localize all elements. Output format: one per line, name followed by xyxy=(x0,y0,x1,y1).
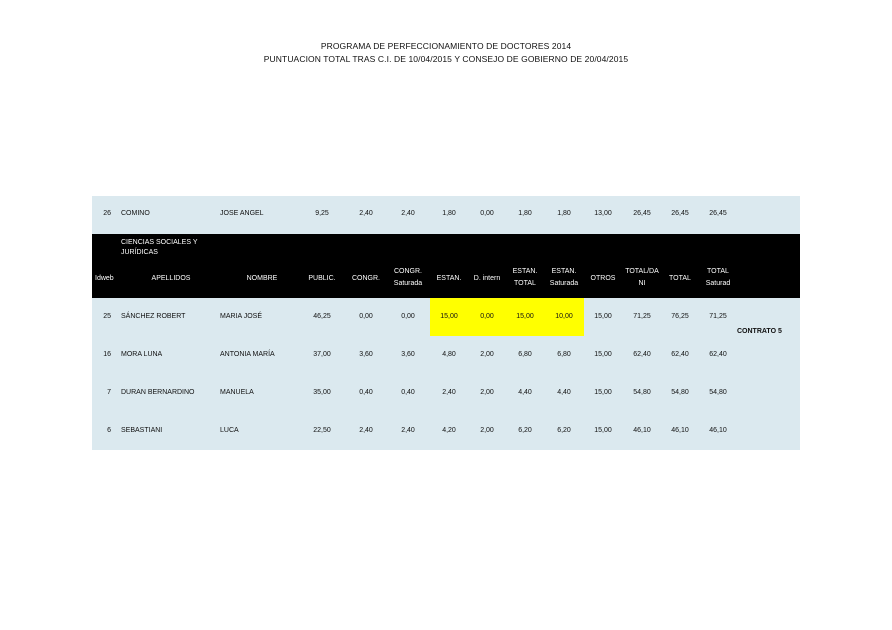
cell-total: 62,40 xyxy=(671,351,689,358)
table-row-top xyxy=(92,196,800,234)
cell-apellidos: COMINO xyxy=(121,210,150,217)
cell-total-dani: 26,45 xyxy=(633,210,651,217)
col-header-total-saturada-1: TOTAL xyxy=(707,268,729,275)
cell-congr-saturada: 0,40 xyxy=(401,389,415,396)
col-header-nombre: NOMBRE xyxy=(246,275,278,282)
cell-apellidos: SÁNCHEZ ROBERT xyxy=(121,313,186,320)
cell-congr: 2,40 xyxy=(359,210,373,217)
cell-estan: 15,00 xyxy=(440,313,458,320)
table-row xyxy=(92,336,800,374)
col-header-congr-saturada-2: Saturada xyxy=(393,280,423,287)
cell-estan-saturada: 6,80 xyxy=(557,351,571,358)
col-header-total-dani-1: TOTAL/DA xyxy=(625,268,659,275)
cell-congr: 0,00 xyxy=(359,313,373,320)
cell-total-dani: 62,40 xyxy=(633,351,651,358)
cell-congr-saturada: 2,40 xyxy=(401,427,415,434)
cell-congr-saturada: 2,40 xyxy=(401,210,415,217)
col-header-estan: ESTAN. xyxy=(436,275,462,282)
cell-congr-saturada: 3,60 xyxy=(401,351,415,358)
section-name-line1: CIENCIAS SOCIALES Y xyxy=(121,239,198,246)
cell-estan-total: 4,40 xyxy=(518,389,532,396)
col-header-apellidos: APELLIDOS xyxy=(151,275,191,282)
col-header-congr-saturada-1: CONGR. xyxy=(394,268,422,275)
cell-total: 26,45 xyxy=(671,210,689,217)
row-note: CONTRATO 5 xyxy=(737,328,782,335)
cell-public: 37,00 xyxy=(313,351,331,358)
cell-estan-total: 6,20 xyxy=(518,427,532,434)
cell-otros: 13,00 xyxy=(594,210,612,217)
cell-idweb: 26 xyxy=(103,210,111,217)
cell-otros: 15,00 xyxy=(594,389,612,396)
cell-total-saturada: 26,45 xyxy=(709,210,727,217)
cell-total-dani: 46,10 xyxy=(633,427,651,434)
col-header-congr: CONGR. xyxy=(352,275,380,282)
cell-idweb: 25 xyxy=(103,313,111,320)
cell-public: 9,25 xyxy=(315,210,329,217)
cell-total-saturada: 62,40 xyxy=(709,351,727,358)
cell-nombre: MANUELA xyxy=(220,389,254,396)
col-header-d-intern: D. intern xyxy=(473,275,501,282)
cell-estan-total: 15,00 xyxy=(516,313,534,320)
cell-estan-saturada: 6,20 xyxy=(557,427,571,434)
cell-d-intern: 0,00 xyxy=(480,313,494,320)
col-header-idweb: Idweb xyxy=(95,275,114,282)
cell-apellidos: MORA LUNA xyxy=(121,351,163,358)
table-row xyxy=(92,412,800,450)
cell-apellidos: DURAN BERNARDINO xyxy=(121,389,195,396)
cell-congr-saturada: 0,00 xyxy=(401,313,415,320)
scores-table xyxy=(92,196,800,450)
col-header-estan-total-2: TOTAL xyxy=(514,280,536,287)
cell-d-intern: 0,00 xyxy=(480,210,494,217)
cell-total-saturada: 54,80 xyxy=(709,389,727,396)
cell-estan-saturada: 4,40 xyxy=(557,389,571,396)
cell-idweb: 16 xyxy=(103,351,111,358)
cell-congr: 3,60 xyxy=(359,351,373,358)
cell-total: 54,80 xyxy=(671,389,689,396)
cell-d-intern: 2,00 xyxy=(480,427,494,434)
col-header-total: TOTAL xyxy=(669,275,691,282)
cell-estan: 1,80 xyxy=(442,210,456,217)
cell-estan: 2,40 xyxy=(442,389,456,396)
table-row xyxy=(92,298,800,336)
document-title: PROGRAMA DE PERFECCIONAMIENTO DE DOCTORES 2014 xyxy=(320,41,572,51)
table-body xyxy=(92,298,800,450)
cell-apellidos: SEBASTIANI xyxy=(121,427,163,434)
cell-d-intern: 2,00 xyxy=(480,389,494,396)
cell-total-saturada: 71,25 xyxy=(709,313,727,320)
col-header-estan-saturada-2: Saturada xyxy=(549,280,579,287)
cell-public: 46,25 xyxy=(313,313,331,320)
cell-estan: 4,20 xyxy=(442,427,456,434)
cell-total: 76,25 xyxy=(671,313,689,320)
cell-estan-total: 6,80 xyxy=(518,351,532,358)
cell-idweb: 6 xyxy=(107,427,111,434)
cell-otros: 15,00 xyxy=(594,427,612,434)
section-header xyxy=(92,234,800,298)
col-header-public: PUBLIC. xyxy=(308,275,336,282)
cell-public: 35,00 xyxy=(313,389,331,396)
cell-total: 46,10 xyxy=(671,427,689,434)
cell-total-dani: 54,80 xyxy=(633,389,651,396)
col-header-total-saturada-2: Saturad xyxy=(705,280,731,287)
cell-nombre: ANTONIA MARÍA xyxy=(220,351,275,358)
cell-nombre: LUCA xyxy=(220,427,239,434)
cell-congr: 0,40 xyxy=(359,389,373,396)
table-row xyxy=(92,374,800,412)
col-header-estan-total-1: ESTAN. xyxy=(512,268,538,275)
col-header-otros: OTROS xyxy=(590,275,616,282)
cell-congr: 2,40 xyxy=(359,427,373,434)
cell-otros: 15,00 xyxy=(594,351,612,358)
cell-otros: 15,00 xyxy=(594,313,612,320)
cell-nombre: MARIA JOSÉ xyxy=(220,313,263,320)
cell-d-intern: 2,00 xyxy=(480,351,494,358)
document-subtitle: PUNTUACION TOTAL TRAS C.I. DE 10/04/2015 Y CONSEJO DE GOBIERNO DE 20/04/2015 xyxy=(263,54,629,64)
col-header-total-dani-2: NI xyxy=(638,280,646,287)
cell-total-saturada: 46,10 xyxy=(709,427,727,434)
col-header-estan-saturada-1: ESTAN. xyxy=(551,268,577,275)
cell-public: 22,50 xyxy=(313,427,331,434)
cell-estan-total: 1,80 xyxy=(518,210,532,217)
section-name-line2: JURÍDICAS xyxy=(121,249,158,256)
cell-nombre: JOSE ANGEL xyxy=(220,210,264,217)
cell-estan-saturada: 10,00 xyxy=(555,313,573,320)
cell-estan-saturada: 1,80 xyxy=(557,210,571,217)
cell-idweb: 7 xyxy=(107,389,111,396)
cell-total-dani: 71,25 xyxy=(633,313,651,320)
cell-estan: 4,80 xyxy=(442,351,456,358)
